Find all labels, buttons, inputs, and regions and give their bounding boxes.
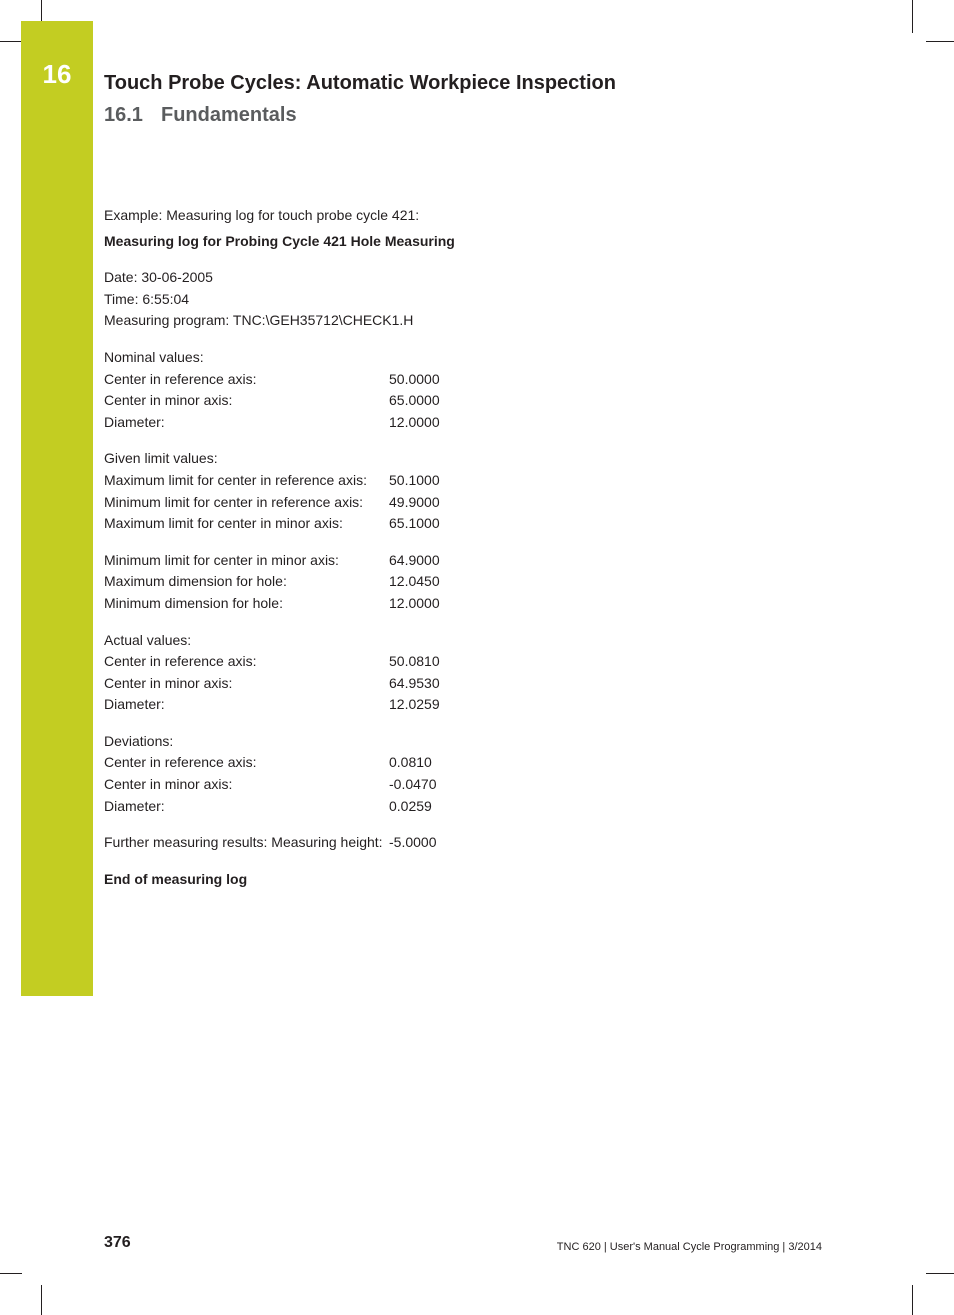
crop-mark bbox=[0, 41, 22, 42]
chapter-title: Touch Probe Cycles: Automatic Workpiece Inspection bbox=[104, 72, 616, 94]
log-row bbox=[104, 412, 524, 434]
actual-values-group bbox=[104, 630, 524, 716]
section-number: 16.1 bbox=[104, 104, 143, 126]
log-row bbox=[104, 369, 524, 391]
row-value: 50.0000 bbox=[389, 370, 440, 387]
row-label: Minimum limit for center in reference axis: bbox=[104, 493, 364, 510]
row-label: Center in reference axis: bbox=[104, 653, 257, 670]
log-row bbox=[104, 550, 524, 572]
row-value: 64.9000 bbox=[389, 551, 440, 568]
row-label: Center in reference axis: bbox=[104, 370, 257, 387]
crop-mark bbox=[41, 1285, 42, 1315]
footer-text: TNC 620 | User's Manual Cycle Programming | 3/2014 bbox=[556, 1241, 822, 1253]
chapter-side-bar bbox=[21, 21, 93, 996]
log-row bbox=[104, 651, 524, 673]
crop-mark bbox=[926, 1273, 954, 1274]
group-heading: Given limit values: bbox=[104, 450, 218, 467]
row-value: 65.0000 bbox=[389, 392, 440, 409]
log-row bbox=[104, 390, 524, 412]
log-title: Measuring log for Probing Cycle 421 Hole Measuring bbox=[104, 232, 455, 249]
row-value: -0.0470 bbox=[389, 776, 437, 793]
crop-mark bbox=[912, 1285, 913, 1315]
row-value: 0.0810 bbox=[389, 754, 432, 771]
row-value: 12.0000 bbox=[389, 594, 440, 611]
row-value: 50.0810 bbox=[389, 653, 440, 670]
log-end: End of measuring log bbox=[104, 870, 248, 887]
row-label: Center in minor axis: bbox=[104, 776, 233, 793]
group-heading: Actual values: bbox=[104, 631, 192, 648]
log-intro: Example: Measuring log for touch probe cycle 421: bbox=[104, 207, 420, 223]
row-label: Maximum limit for center in minor axis: bbox=[104, 515, 343, 532]
row-label: Minimum limit for center in minor axis: bbox=[104, 551, 339, 568]
log-row bbox=[104, 832, 524, 854]
log-row bbox=[104, 774, 524, 796]
group-heading: Deviations: bbox=[104, 732, 174, 749]
log-row bbox=[104, 470, 524, 492]
deviations-group bbox=[104, 731, 524, 817]
log-row bbox=[104, 571, 524, 593]
row-label: Maximum limit for center in reference axis: bbox=[104, 471, 367, 488]
row-label: Center in minor axis: bbox=[104, 392, 233, 409]
log-row bbox=[104, 593, 524, 615]
row-value: -5.0000 bbox=[389, 834, 437, 851]
log-row bbox=[104, 694, 524, 716]
limit-values-group bbox=[104, 448, 524, 534]
log-row bbox=[104, 752, 524, 774]
crop-mark bbox=[41, 0, 42, 22]
row-value: 50.1000 bbox=[389, 471, 440, 488]
group-heading: Nominal values: bbox=[104, 348, 204, 365]
measuring-log bbox=[104, 205, 524, 890]
row-label: Center in minor axis: bbox=[104, 674, 233, 691]
log-row bbox=[104, 492, 524, 514]
row-value: 0.0259 bbox=[389, 797, 432, 814]
chapter-number: 16 bbox=[42, 59, 72, 89]
row-label: Further measuring results: Measuring height: bbox=[104, 834, 383, 851]
crop-mark bbox=[926, 41, 954, 42]
log-time: Time: 6:55:04 bbox=[104, 290, 190, 307]
nominal-values-group bbox=[104, 347, 524, 433]
row-label: Diameter: bbox=[104, 696, 165, 713]
log-program: Measuring program: TNC:\GEH35712\CHECK1.H bbox=[104, 312, 414, 329]
row-value: 49.9000 bbox=[389, 493, 440, 510]
log-row bbox=[104, 513, 524, 535]
crop-mark bbox=[912, 0, 913, 33]
log-row bbox=[104, 673, 524, 695]
page-number: 376 bbox=[104, 1234, 131, 1251]
further-results-group bbox=[104, 832, 524, 854]
section-name: Fundamentals bbox=[161, 104, 297, 126]
log-row bbox=[104, 796, 524, 818]
row-value: 64.9530 bbox=[389, 674, 440, 691]
row-value: 65.1000 bbox=[389, 515, 440, 532]
row-label: Center in reference axis: bbox=[104, 754, 257, 771]
row-value: 12.0450 bbox=[389, 573, 440, 590]
crop-mark bbox=[0, 1273, 22, 1274]
row-value: 12.0259 bbox=[389, 696, 440, 713]
row-label: Diameter: bbox=[104, 797, 165, 814]
row-label: Minimum dimension for hole: bbox=[104, 594, 283, 611]
log-date: Date: 30-06-2005 bbox=[104, 269, 213, 286]
row-label: Maximum dimension for hole: bbox=[104, 573, 287, 590]
row-label: Diameter: bbox=[104, 413, 165, 430]
log-meta bbox=[104, 267, 524, 332]
limit-values-group-continued bbox=[104, 550, 524, 615]
section-title bbox=[104, 104, 297, 127]
row-value: 12.0000 bbox=[389, 413, 440, 430]
